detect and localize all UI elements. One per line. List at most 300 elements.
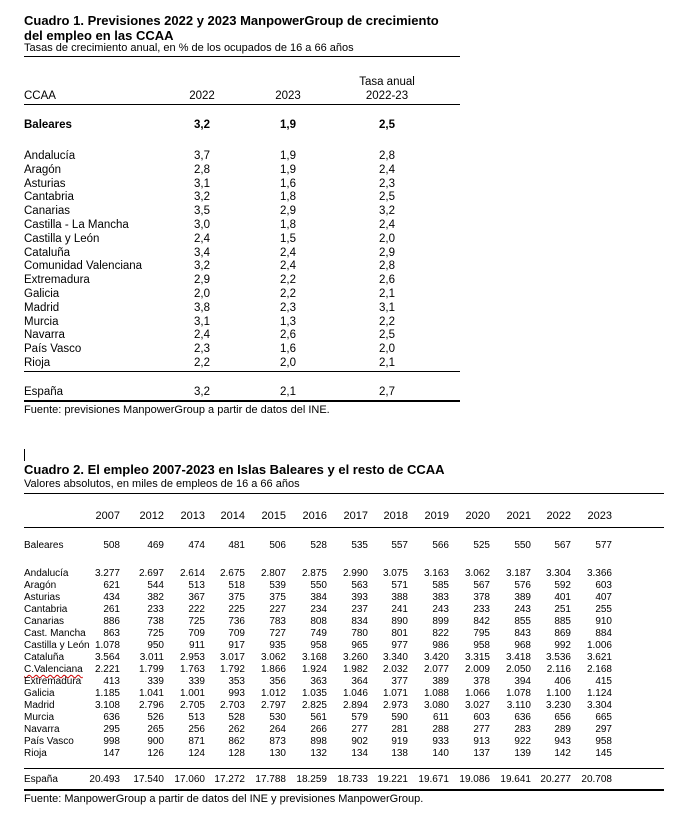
table2-highlight-row-value: 557 bbox=[391, 540, 408, 551]
table1-row-2-2022: 3,1 bbox=[194, 177, 210, 190]
table2-row-7-value: 3.564 bbox=[94, 652, 120, 663]
table2-row-9-value: 415 bbox=[595, 676, 612, 687]
table2-header-year: 2016 bbox=[302, 510, 327, 522]
table2-highlight-row-value: 566 bbox=[432, 540, 449, 551]
table1-row-13-2022: 2,4 bbox=[194, 329, 210, 342]
table1-row-7-2022: 3,4 bbox=[194, 246, 210, 259]
table2-row-14-value: 933 bbox=[432, 736, 449, 747]
table2-total-row-value: 20.277 bbox=[540, 774, 571, 785]
table2-row-1-value: 592 bbox=[554, 580, 571, 591]
table1-row-8-name: Comunidad Valenciana bbox=[24, 260, 143, 273]
table1-header-rate-line2: 2022-23 bbox=[365, 90, 409, 102]
table2-row-5-value: 869 bbox=[554, 628, 571, 639]
table1-title-line1: Cuadro 1. Previsiones 2022 y 2023 ManpowerGroup de crecimiento bbox=[24, 13, 439, 28]
table2-row-13-value: 266 bbox=[310, 724, 327, 735]
table2-header-year: 2014 bbox=[220, 510, 245, 522]
table2-row-7-value: 3.340 bbox=[382, 652, 408, 663]
table1-row-15-2022: 2,2 bbox=[194, 357, 210, 369]
table2-row-4-value: 855 bbox=[514, 616, 531, 627]
table2-row-12-value: 611 bbox=[433, 712, 449, 723]
table1-row-5-2023: 1,8 bbox=[280, 219, 296, 231]
table2-row-13-value: 289 bbox=[554, 724, 571, 735]
table2-row-5-value: 801 bbox=[391, 628, 408, 639]
table2-header-year: 2012 bbox=[139, 510, 164, 522]
table1-row-3-2023: 1,8 bbox=[280, 191, 296, 204]
table2-row-13-value: 265 bbox=[147, 724, 164, 735]
table1-row-1-2022: 2,8 bbox=[194, 163, 210, 176]
table2-row-0-value: 3.187 bbox=[505, 568, 531, 579]
table2-row-3-value: 237 bbox=[351, 604, 368, 615]
table2-row-8-value: 1.763 bbox=[179, 664, 205, 675]
table2-row-5-name: Cast. Mancha bbox=[24, 628, 86, 639]
table2-row-14-value: 900 bbox=[147, 736, 164, 747]
table1-row-11-name: Madrid bbox=[24, 301, 60, 314]
table2-row-3-value: 241 bbox=[391, 604, 408, 615]
table2-row-11-value: 2.705 bbox=[179, 700, 205, 711]
table2-row-8-value: 2.116 bbox=[546, 664, 571, 675]
table2-total-row-value: 20.493 bbox=[89, 774, 120, 785]
table1-source: Fuente: previsiones ManpowerGroup a partir de datos del INE. bbox=[24, 404, 330, 416]
table2-highlight-row-value: 577 bbox=[595, 540, 612, 551]
table2-row-15-value: 142 bbox=[554, 748, 571, 759]
table2-row-11-value: 2.797 bbox=[260, 700, 286, 711]
text-cursor bbox=[24, 449, 25, 461]
table2-row-15-value: 138 bbox=[391, 748, 408, 759]
table1-row-4-2023: 2,9 bbox=[280, 205, 296, 218]
table2-total-row-value: 17.272 bbox=[214, 774, 245, 785]
table1-row-4-2022: 3,5 bbox=[194, 205, 210, 218]
table2-row-13-value: 277 bbox=[473, 724, 490, 735]
table2-row-8-value: 2.221 bbox=[94, 664, 120, 675]
table2-row-9-value: 339 bbox=[188, 676, 205, 687]
table2-row-6-value: 977 bbox=[391, 640, 408, 651]
table2-row-2-value: 407 bbox=[595, 592, 612, 603]
table2-row-15-value: 132 bbox=[310, 748, 327, 759]
table2-row-0-value: 2.807 bbox=[260, 568, 286, 579]
table2-row-12-value: 603 bbox=[473, 712, 490, 723]
table2-row-12-value: 636 bbox=[103, 712, 120, 723]
table2-row-2-value: 389 bbox=[514, 592, 531, 603]
table2-row-9-value: 356 bbox=[269, 676, 286, 687]
table2-row-13-value: 277 bbox=[351, 724, 368, 735]
table2-row-1-value: 550 bbox=[310, 580, 327, 591]
table1-total-row-2023: 2,1 bbox=[280, 386, 296, 398]
table1-row-11-rate: 3,1 bbox=[379, 301, 395, 314]
table2-row-14-name: País Vasco bbox=[24, 736, 74, 747]
table2-row-0-value: 3.163 bbox=[423, 568, 449, 579]
table2-row-14-value: 871 bbox=[188, 736, 205, 747]
table2-row-10-value: 1.088 bbox=[423, 688, 449, 699]
table2-row-10-value: 1.100 bbox=[545, 688, 571, 699]
table2-row-8-name: C.Valenciana bbox=[24, 664, 83, 675]
table2-row-8-value: 2.050 bbox=[505, 664, 531, 675]
table2-header-year: 2018 bbox=[383, 510, 408, 522]
table2-row-11-value: 2.703 bbox=[219, 700, 245, 711]
table2-row-14-value: 943 bbox=[554, 736, 571, 747]
table2-row-3-value: 243 bbox=[514, 604, 531, 615]
table2-row-11-value: 3.230 bbox=[545, 700, 571, 711]
table2-row-7-value: 3.621 bbox=[586, 652, 612, 663]
table2-row-4-value: 808 bbox=[310, 616, 327, 627]
table1-row-15-name: Rioja bbox=[24, 357, 51, 369]
table2-row-12-value: 530 bbox=[269, 712, 286, 723]
table2-row-14-value: 998 bbox=[103, 736, 120, 747]
table2-row-15-value: 147 bbox=[103, 748, 120, 759]
table2-row-10-value: 1.124 bbox=[586, 688, 612, 699]
table2-row-2-value: 384 bbox=[310, 592, 327, 603]
table1-row-4-name: Canarias bbox=[24, 205, 71, 218]
table1-highlight-row-2022: 3,2 bbox=[194, 119, 210, 131]
table2-header-year: 2015 bbox=[261, 510, 286, 522]
table2-row-12-name: Murcia bbox=[24, 712, 55, 723]
table2-row-5-value: 709 bbox=[228, 628, 245, 639]
table1-row-9-2023: 2,2 bbox=[280, 274, 296, 287]
table2-highlight-row-value: 550 bbox=[514, 540, 531, 551]
table2-row-12-value: 579 bbox=[351, 712, 368, 723]
table2-row-4-value: 885 bbox=[554, 616, 571, 627]
table2-row-7-value: 2.953 bbox=[179, 652, 205, 663]
table2-row-15-value: 128 bbox=[228, 748, 245, 759]
table1-row-3-name: Cantabria bbox=[24, 191, 74, 204]
table2-row-7-value: 3.011 bbox=[139, 652, 164, 663]
table2-row-12-value: 590 bbox=[391, 712, 408, 723]
table2-row-13-value: 264 bbox=[269, 724, 286, 735]
table2-row-14-value: 919 bbox=[391, 736, 408, 747]
table2-highlight-row-value: 474 bbox=[188, 540, 205, 551]
table2-row-8-value: 2.168 bbox=[586, 664, 612, 675]
table2-row-15-value: 124 bbox=[188, 748, 205, 759]
table2-row-5-value: 749 bbox=[310, 628, 327, 639]
table1-title-line2: del empleo en las CCAA bbox=[24, 28, 174, 43]
table2-row-4-value: 783 bbox=[269, 616, 286, 627]
table2-row-9-value: 394 bbox=[514, 676, 531, 687]
table2-row-14-value: 922 bbox=[514, 736, 531, 747]
table1-row-2-rate: 2,3 bbox=[379, 177, 395, 190]
table1-highlight-row-2023: 1,9 bbox=[280, 119, 296, 131]
table1-row-4-rate: 3,2 bbox=[379, 205, 395, 218]
table1-row-10-2022: 2,0 bbox=[194, 288, 210, 300]
table1-row-12-rate: 2,2 bbox=[379, 315, 395, 328]
table2-title: Cuadro 2. El empleo 2007-2023 en Islas Baleares y el resto de CCAA bbox=[24, 462, 445, 477]
table1-row-12-name: Murcia bbox=[24, 315, 59, 328]
table2-row-10-value: 1.041 bbox=[138, 688, 164, 699]
table2-row-11-value: 3.027 bbox=[464, 700, 490, 711]
table2-subtitle: Valores absolutos, en miles de empleos de 16 a 66 años bbox=[24, 478, 300, 490]
table2-highlight-row-value: 567 bbox=[554, 540, 571, 551]
table2-row-0-name: Andalucía bbox=[24, 568, 69, 579]
table2-row-3-value: 222 bbox=[188, 604, 205, 615]
table2-row-5-value: 725 bbox=[147, 628, 164, 639]
table1-row-13-2023: 2,6 bbox=[280, 329, 296, 342]
table2-row-2-value: 401 bbox=[554, 592, 571, 603]
table1-row-0-2022: 3,7 bbox=[194, 150, 210, 162]
table1-row-15-rate: 2,1 bbox=[379, 357, 395, 369]
table2-row-15-value: 137 bbox=[473, 748, 490, 759]
table2-total-row-value: 19.086 bbox=[459, 774, 490, 785]
table2-row-8-value: 2.077 bbox=[423, 664, 449, 675]
table1-title bbox=[24, 13, 439, 43]
table1-row-1-rate: 2,4 bbox=[379, 163, 395, 176]
table2-row-11-value: 3.110 bbox=[506, 700, 531, 711]
table1-row-6-2023: 1,5 bbox=[280, 232, 296, 245]
table2-row-0-value: 3.304 bbox=[545, 568, 571, 579]
table2-row-9-value: 339 bbox=[147, 676, 164, 687]
table2-row-3-value: 251 bbox=[554, 604, 571, 615]
table1-top-rule bbox=[24, 56, 460, 57]
table2-row-13-name: Navarra bbox=[24, 724, 60, 735]
table1-row-6-2022: 2,4 bbox=[194, 232, 210, 245]
table2-row-7-value: 3.062 bbox=[260, 652, 286, 663]
table2-total-row-value: 17.060 bbox=[174, 774, 205, 785]
table2-row-11-value: 3.108 bbox=[94, 700, 120, 711]
table2-row-11-value: 3.080 bbox=[423, 700, 449, 711]
table1-row-10-name: Galicia bbox=[24, 288, 60, 300]
table2-row-5-value: 843 bbox=[514, 628, 531, 639]
table2-row-9-value: 413 bbox=[103, 676, 120, 687]
table2-row-14-value: 913 bbox=[473, 736, 490, 747]
table1-header-2023: 2023 bbox=[275, 90, 301, 102]
table1-row-8-2022: 3,2 bbox=[194, 260, 210, 273]
table2-row-5-value: 884 bbox=[595, 628, 612, 639]
table2-row-10-value: 1.071 bbox=[382, 688, 408, 699]
table2-row-10-value: 1.046 bbox=[342, 688, 368, 699]
table1-row-11-2022: 3,8 bbox=[194, 301, 210, 314]
table2-row-12-value: 636 bbox=[514, 712, 531, 723]
table2-header-year: 2021 bbox=[506, 510, 531, 522]
table2-total-row-value: 19.671 bbox=[418, 774, 449, 785]
table2-row-14-value: 958 bbox=[595, 736, 612, 747]
table2-row-2-value: 388 bbox=[391, 592, 408, 603]
table1-row-9-rate: 2,6 bbox=[379, 274, 395, 287]
table1-total-row-name: España bbox=[24, 386, 64, 398]
table1-row-9-2022: 2,9 bbox=[194, 274, 210, 287]
table2-row-2-value: 375 bbox=[269, 592, 286, 603]
table1-row-2-name: Asturias bbox=[24, 177, 66, 190]
table2-row-7-value: 3.315 bbox=[464, 652, 490, 663]
table2-row-11-value: 2.894 bbox=[342, 700, 368, 711]
table2-row-1-value: 518 bbox=[228, 580, 245, 591]
table2-row-4-value: 910 bbox=[595, 616, 612, 627]
table2-row-1-value: 576 bbox=[514, 580, 531, 591]
table2-row-13-value: 283 bbox=[514, 724, 531, 735]
table2-row-1-value: 585 bbox=[432, 580, 449, 591]
table1-row-10-rate: 2,1 bbox=[379, 288, 395, 300]
table2-bottom-rule bbox=[24, 789, 664, 791]
table1-row-13-name: Navarra bbox=[24, 329, 65, 342]
table2-row-15-value: 126 bbox=[147, 748, 164, 759]
table2-row-12-value: 665 bbox=[595, 712, 612, 723]
table2-header-year: 2007 bbox=[95, 510, 120, 522]
table2-row-4-value: 899 bbox=[432, 616, 449, 627]
table2-highlight-row-value: 528 bbox=[310, 540, 327, 551]
table1-total-row-2022: 3,2 bbox=[194, 386, 210, 398]
table2-row-0-value: 2.697 bbox=[138, 568, 164, 579]
table2-row-5-value: 795 bbox=[473, 628, 490, 639]
table2-row-11-value: 3.304 bbox=[586, 700, 612, 711]
table1-row-14-2023: 1,6 bbox=[280, 343, 296, 356]
table2-row-2-value: 434 bbox=[103, 592, 120, 603]
table1-header-region: CCAA bbox=[24, 90, 56, 102]
table2-row-7-value: 3.260 bbox=[342, 652, 368, 663]
table1-highlight-row-name: Baleares bbox=[24, 119, 72, 131]
table2-row-6-value: 935 bbox=[269, 640, 286, 651]
table1-bottom-rule bbox=[24, 400, 460, 402]
table2-row-13-value: 262 bbox=[228, 724, 245, 735]
table1-row-1-name: Aragón bbox=[24, 163, 62, 176]
table2-row-1-value: 563 bbox=[351, 580, 368, 591]
table1-row-12-2022: 3,1 bbox=[194, 315, 210, 328]
table1-row-7-rate: 2,9 bbox=[379, 246, 395, 259]
table2-row-0-value: 2.990 bbox=[342, 568, 368, 579]
table2-row-3-value: 225 bbox=[228, 604, 245, 615]
table2-total-row-name: España bbox=[24, 774, 58, 785]
table2-source: Fuente: ManpowerGroup a partir de datos del INE y previsiones ManpowerGroup. bbox=[24, 793, 424, 805]
table1-total-rule bbox=[24, 371, 460, 372]
table2-top-rule bbox=[24, 493, 664, 494]
table1-row-6-rate: 2,0 bbox=[379, 232, 395, 245]
table1-header-rate-line1: Tasa anual bbox=[359, 76, 415, 88]
table1-row-0-2023: 1,9 bbox=[280, 150, 296, 162]
table2-row-14-value: 898 bbox=[310, 736, 327, 747]
table2-row-1-value: 544 bbox=[147, 580, 164, 591]
table2-row-7-value: 3.418 bbox=[505, 652, 531, 663]
table2-row-10-value: 1.001 bbox=[179, 688, 205, 699]
table2-row-5-value: 709 bbox=[188, 628, 205, 639]
table1-row-8-rate: 2,8 bbox=[379, 260, 395, 273]
table2-row-8-value: 2.032 bbox=[382, 664, 408, 675]
table1-header-2022: 2022 bbox=[189, 90, 215, 102]
table1-highlight-row-rate: 2,5 bbox=[379, 119, 395, 131]
table2-highlight-row-value: 508 bbox=[103, 540, 120, 551]
table2-row-10-value: 1.078 bbox=[505, 688, 531, 699]
table2-row-6-value: 917 bbox=[228, 640, 245, 651]
table2-row-2-value: 393 bbox=[351, 592, 368, 603]
table1-row-5-rate: 2,4 bbox=[379, 219, 395, 231]
table2-row-11-name: Madrid bbox=[24, 700, 55, 711]
table1-row-0-rate: 2,8 bbox=[379, 150, 395, 162]
table2-row-1-value: 567 bbox=[473, 580, 490, 591]
table1-row-9-name: Extremadura bbox=[24, 274, 90, 287]
table2-header-rule bbox=[24, 527, 664, 528]
table2-row-4-value: 886 bbox=[103, 616, 120, 627]
table2-row-10-value: 1.185 bbox=[94, 688, 120, 699]
table2-row-13-value: 281 bbox=[391, 724, 408, 735]
table2-row-6-value: 968 bbox=[514, 640, 531, 651]
table2-total-row-value: 20.708 bbox=[581, 774, 612, 785]
table2-row-5-value: 727 bbox=[269, 628, 286, 639]
table2-row-15-value: 140 bbox=[432, 748, 449, 759]
table2-total-row-value: 17.540 bbox=[133, 774, 164, 785]
table2-row-8-value: 1.924 bbox=[301, 664, 327, 675]
table2-row-7-value: 3.168 bbox=[301, 652, 327, 663]
table2-row-10-value: 993 bbox=[228, 688, 245, 699]
table2-row-0-value: 3.366 bbox=[586, 568, 612, 579]
table2-row-1-value: 571 bbox=[391, 580, 408, 591]
table1-row-11-2023: 2,3 bbox=[280, 301, 296, 314]
table2-header-year: 2013 bbox=[180, 510, 205, 522]
table1-header-rule bbox=[24, 104, 460, 105]
table2-row-4-name: Canarias bbox=[24, 616, 65, 627]
table1-row-6-name: Castilla y León bbox=[24, 232, 100, 245]
table2-row-1-name: Aragón bbox=[24, 580, 57, 591]
table2-row-7-value: 3.420 bbox=[423, 652, 449, 663]
table1-row-7-name: Cataluña bbox=[24, 246, 71, 259]
table2-row-3-value: 233 bbox=[473, 604, 490, 615]
table2-row-3-value: 227 bbox=[269, 604, 286, 615]
table2-row-14-value: 873 bbox=[269, 736, 286, 747]
table2-highlight-row-value: 469 bbox=[147, 540, 164, 551]
table2-row-6-value: 958 bbox=[473, 640, 490, 651]
table1-subtitle: Tasas de crecimiento anual, en % de los ocupados de 16 a 66 años bbox=[24, 42, 354, 54]
table2-row-6-value: 1.006 bbox=[586, 640, 612, 651]
table2-header-year: 2017 bbox=[343, 510, 368, 522]
table2-row-3-value: 243 bbox=[432, 604, 449, 615]
table2-row-11-value: 2.973 bbox=[382, 700, 408, 711]
table2-row-2-value: 383 bbox=[432, 592, 449, 603]
table2-row-1-value: 539 bbox=[269, 580, 286, 591]
table2-row-3-value: 255 bbox=[595, 604, 612, 615]
table2-row-6-name: Castilla y León bbox=[24, 640, 90, 651]
table2-row-1-value: 603 bbox=[595, 580, 612, 591]
table2-row-15-value: 139 bbox=[514, 748, 531, 759]
table2-row-4-value: 725 bbox=[188, 616, 205, 627]
table2-row-6-value: 986 bbox=[432, 640, 449, 651]
table2-row-0-value: 3.075 bbox=[382, 568, 408, 579]
table1-row-1-2023: 1,9 bbox=[280, 163, 296, 176]
table2-row-13-value: 297 bbox=[595, 724, 612, 735]
table2-row-0-value: 2.675 bbox=[219, 568, 245, 579]
table2-row-6-value: 911 bbox=[189, 640, 205, 651]
table1-row-0-name: Andalucía bbox=[24, 150, 76, 162]
table2-row-1-value: 621 bbox=[103, 580, 120, 591]
table2-total-row-value: 17.788 bbox=[255, 774, 286, 785]
table2-highlight-row-value: 525 bbox=[473, 540, 490, 551]
table2-row-4-value: 842 bbox=[473, 616, 490, 627]
table2-row-15-value: 145 bbox=[595, 748, 612, 759]
table2-row-4-value: 834 bbox=[351, 616, 368, 627]
table2-row-12-value: 526 bbox=[147, 712, 164, 723]
table2-row-8-value: 1.799 bbox=[138, 664, 164, 675]
table2-row-14-value: 862 bbox=[228, 736, 245, 747]
table2-row-2-value: 375 bbox=[228, 592, 245, 603]
table2-highlight-row-name: Baleares bbox=[24, 540, 64, 551]
table2-row-13-value: 295 bbox=[103, 724, 120, 735]
table2-row-15-value: 134 bbox=[351, 748, 368, 759]
table2-header-year: 2020 bbox=[465, 510, 490, 522]
table1-total-row-rate: 2,7 bbox=[379, 386, 395, 398]
table2-row-7-value: 3.536 bbox=[545, 652, 571, 663]
table1-row-5-name: Castilla - La Mancha bbox=[24, 219, 129, 231]
table2-total-row-value: 19.221 bbox=[377, 774, 408, 785]
table2-row-11-value: 2.796 bbox=[138, 700, 164, 711]
table1-row-3-rate: 2,5 bbox=[379, 191, 395, 204]
table2-row-6-value: 958 bbox=[310, 640, 327, 651]
table2-row-12-value: 528 bbox=[228, 712, 245, 723]
table2-row-9-value: 353 bbox=[228, 676, 245, 687]
table2-row-3-value: 233 bbox=[147, 604, 164, 615]
table2-row-0-value: 2.614 bbox=[179, 568, 205, 579]
table2-row-10-name: Galicia bbox=[24, 688, 55, 699]
table2-row-5-value: 863 bbox=[103, 628, 120, 639]
table2-row-5-value: 780 bbox=[351, 628, 368, 639]
table2-row-3-value: 261 bbox=[103, 604, 120, 615]
table2-row-13-value: 288 bbox=[432, 724, 449, 735]
table2-row-2-value: 367 bbox=[188, 592, 205, 603]
table1-row-14-name: País Vasco bbox=[24, 343, 82, 356]
table2-row-4-value: 736 bbox=[228, 616, 245, 627]
table2-highlight-row-value: 535 bbox=[351, 540, 368, 551]
table2-row-5-value: 822 bbox=[432, 628, 449, 639]
